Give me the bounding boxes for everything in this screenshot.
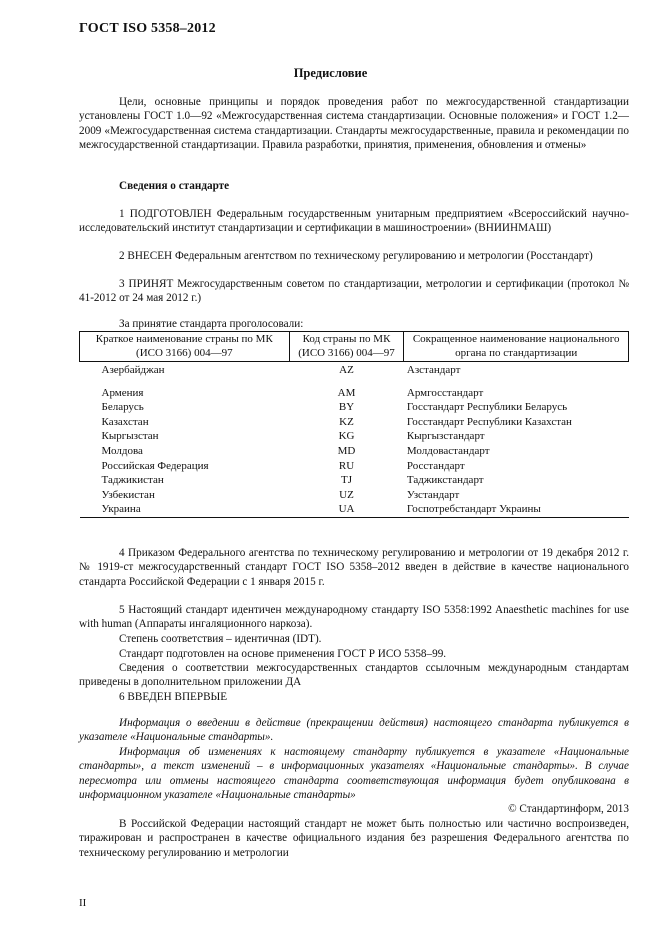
item-5-paragraph: 5 Настоящий стандарт идентичен международному стандарту ISO 5358:1992 Anaesthetic machines for use with human (Аппараты ингаляционного наркоза). <box>79 604 629 631</box>
section-heading: Сведения о стандарте <box>119 180 230 192</box>
body-cell: Молдовастандарт <box>406 444 490 457</box>
code-cell: TJ <box>341 474 352 487</box>
body-cell: Таджикстандарт <box>406 474 484 487</box>
item-5-basis: Стандарт подготовлен на основе применения ГОСТ Р ИСО 5358–99. <box>119 648 447 660</box>
body-cell: Армгосстандарт <box>406 386 484 399</box>
table-row <box>80 459 629 474</box>
body-cell: Кыргызстандарт <box>406 430 485 443</box>
code-cell: MD <box>337 444 356 457</box>
header-country: Краткое наименование страны по МК (ИСО 3166) 004—97 <box>80 332 290 362</box>
country-cell: Казахстан <box>101 415 149 428</box>
table-header-row <box>80 332 629 362</box>
country-cell: Таджикистан <box>101 474 164 487</box>
body-cell: Госпотребстандарт Украины <box>404 502 629 517</box>
document-header: ГОСТ ISO 5358–2012 <box>79 21 216 36</box>
item-3-paragraph: 3 ПРИНЯТ Межгосударственным советом по стандартизации, метрологии и сертификации (протокол № 41-2012 от 24 мая 2012 г.) <box>79 278 629 305</box>
item-1-paragraph: 1 ПОДГОТОВЛЕН Федеральным государственным унитарным предприятием «Всероссийский научно-исследовательский институт стандартизации и сертификации в машиностроении» (ВНИИНМАШ) <box>79 208 629 235</box>
table-row <box>80 400 629 415</box>
item-2-paragraph: 2 ВНЕСЕН Федеральным агентством по техническому регулированию и метрологии (Росстандарт) <box>119 250 593 262</box>
country-cell: Российская Федерация <box>101 459 209 472</box>
body-cell: Госстандарт Республики Беларусь <box>406 401 568 414</box>
table-row <box>80 488 629 503</box>
copyright: © Стандартинформ, 2013 <box>508 803 629 815</box>
item-5-degree: Степень соответствия – идентичная (IDT). <box>119 633 322 645</box>
table-row <box>80 429 629 444</box>
code-cell: BY <box>338 401 355 414</box>
code-cell: UZ <box>339 488 354 501</box>
header-body: Сокращенное наименование национального органа по стандартизации <box>404 332 629 362</box>
body-cell: Узстандарт <box>406 488 460 501</box>
header-code: Код страны по МК (ИСО 3166) 004—97 <box>289 332 404 362</box>
table-row <box>80 378 629 401</box>
table-row <box>80 362 629 378</box>
body-cell: Госстандарт Республики Казахстан <box>406 415 572 428</box>
code-cell: KZ <box>339 415 354 428</box>
body-cell: Росстандарт <box>406 459 465 472</box>
body-cell: Азстандарт <box>406 364 461 376</box>
item-5-references: Сведения о соответствии межгосударственных стандартов ссылочным международным стандартам приведены в дополнительном приложении ДА <box>79 662 629 689</box>
info-introduction: Информация о введении в действие (прекращении действия) настоящего стандарта публикуется в указателе «Национальные стандарты». <box>79 717 629 744</box>
code-cell: KG <box>338 430 355 443</box>
table-row <box>80 444 629 459</box>
table-intro: За принятие стандарта проголосовали: <box>119 318 304 330</box>
intro-paragraph: Цели, основные принципы и порядок проведения работ по межгосударственной стандартизации установлены ГОСТ 1.0—92 «Межгосударственная система стандартизации. Основные положения» и ГОСТ 1.2—2009 «Межгосударственная система стандартизации. Стандарты межгосударственные, правила и рекомендации по межгосударственной стандартизации. Правила разработки, принятия, применения, обновления и отмены» <box>79 96 629 151</box>
country-cell: Беларусь <box>101 401 144 414</box>
code-cell: UA <box>289 502 404 517</box>
page-title: Предисловие <box>293 66 368 80</box>
country-cell: Кыргызстан <box>101 430 159 443</box>
voting-table <box>79 331 629 518</box>
page-number: II <box>79 897 87 909</box>
country-cell: Молдова <box>101 444 143 457</box>
code-cell: AM <box>337 386 356 399</box>
table-row <box>80 473 629 488</box>
code-cell: RU <box>338 459 355 472</box>
country-cell: Узбекистан <box>101 488 155 501</box>
item-6-paragraph: 6 ВВЕДЕН ВПЕРВЫЕ <box>119 691 228 703</box>
item-4-paragraph: 4 Приказом Федерального агентства по техническому регулированию и метрологии от 19 декабря 2012 г. № 1919-ст межгосударственный стандарт ГОСТ ISO 5358–2012 введен в действие в качестве национального стандарта Российской Федерации с 1 января 2015 г. <box>79 547 629 588</box>
reproduction-notice: В Российской Федерации настоящий стандарт не может быть полностью или частично воспроизведен, тиражирован и распространен в качестве официального издания без разрешения Федерального агентства по техническому регулированию и метрологии <box>79 818 629 859</box>
code-cell: AZ <box>339 364 354 376</box>
country-cell: Азербайджан <box>101 364 165 376</box>
info-changes: Информация об изменениях к настоящему стандарту публикуется в указателе «Национальные стандарты», а текст изменений – в информационных указателях «Национальные стандарты». В случае пересмотра или отмены настоящего стандарта соответствующая информация будет опубликована в информационном указателе «Национальные стандарты» <box>79 746 629 801</box>
country-cell: Украина <box>80 502 290 517</box>
table-row <box>80 415 629 430</box>
country-cell: Армения <box>101 386 144 399</box>
table-row <box>80 502 629 517</box>
